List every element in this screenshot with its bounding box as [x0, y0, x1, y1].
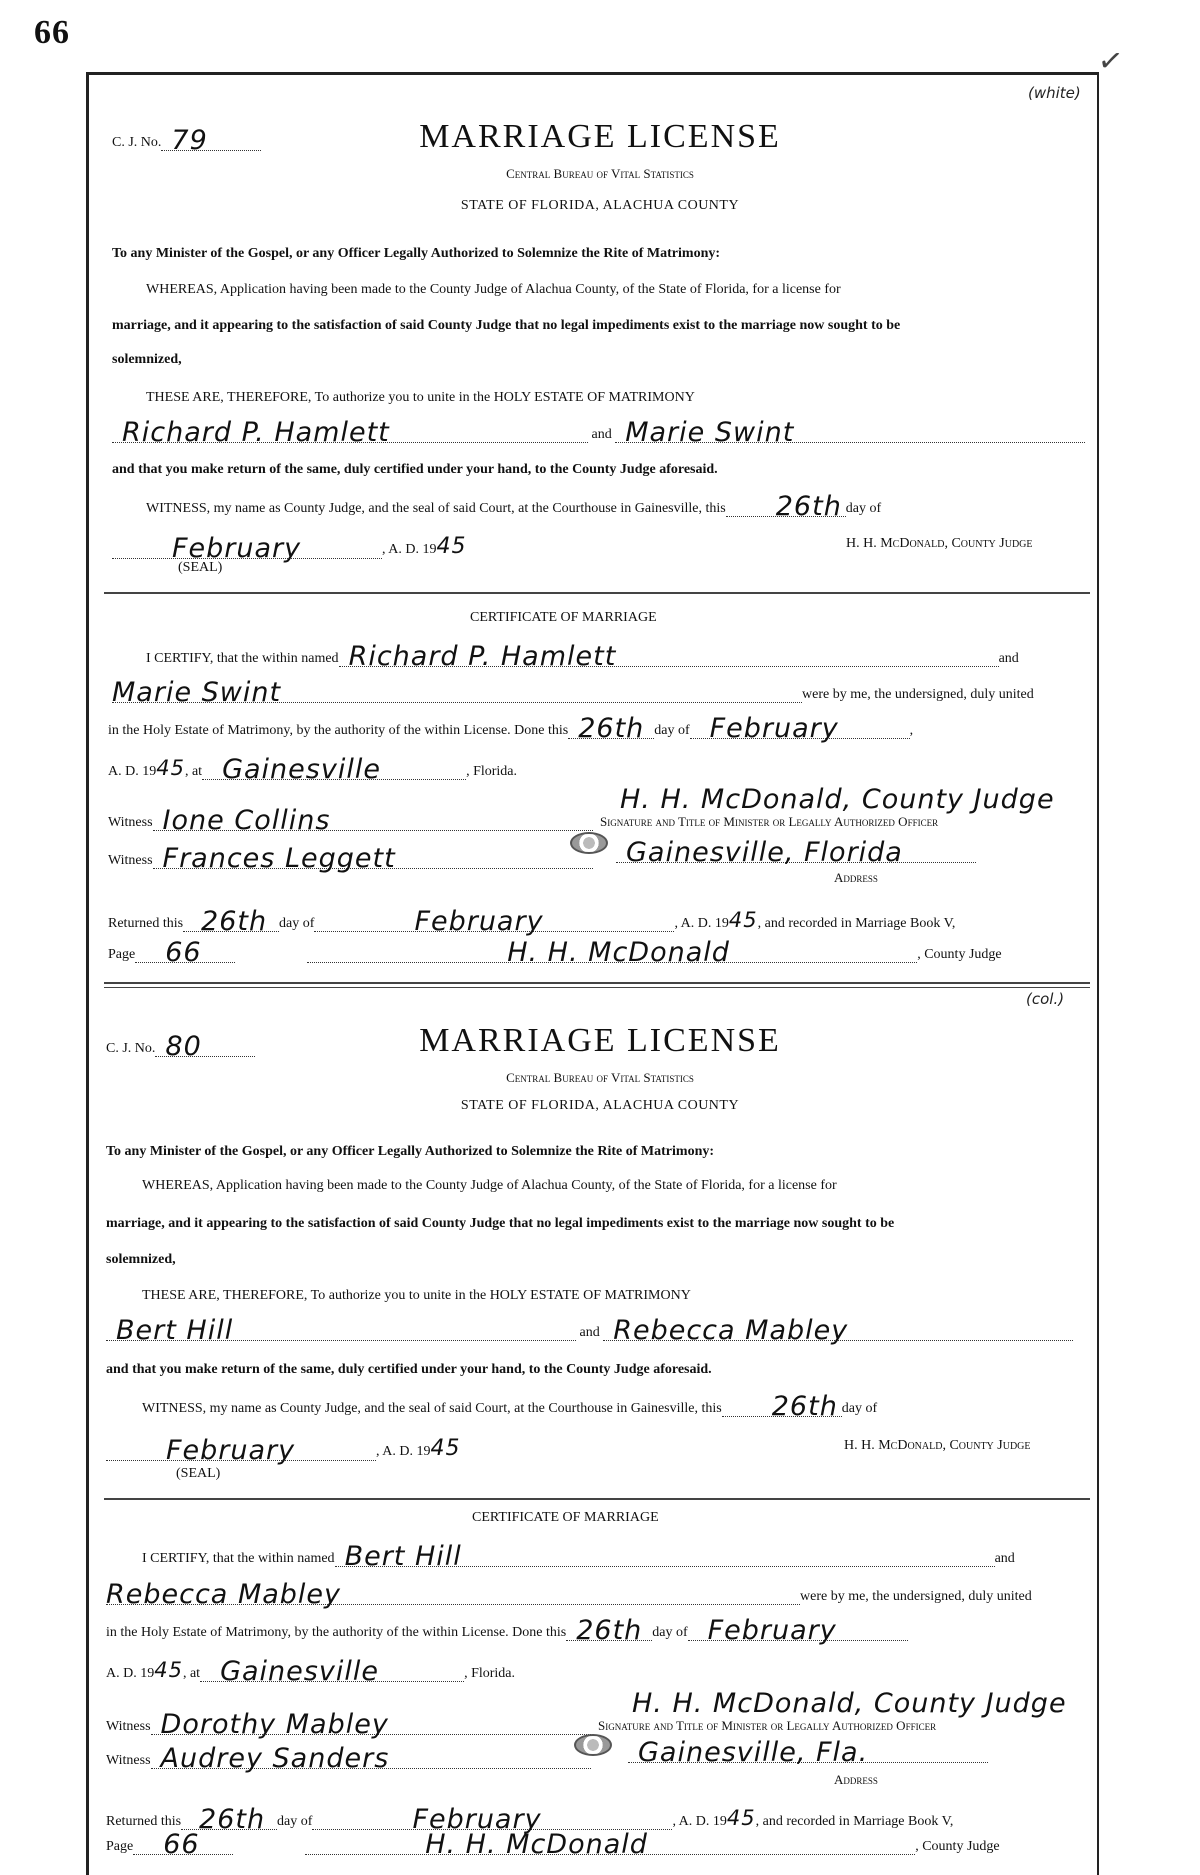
- license-title: MARRIAGE LICENSE: [419, 118, 781, 155]
- certificate-title: CERTIFICATE OF MARRIAGE: [472, 1510, 659, 1525]
- officer-signature: H. H. McDonald, County Judge: [632, 1688, 1067, 1719]
- license-year: 45: [430, 1436, 461, 1461]
- address-caption: Address: [834, 1772, 878, 1787]
- section-divider: [104, 1498, 1090, 1500]
- at-label: , at: [182, 1666, 201, 1681]
- judge-signature: H. H. McDonald: [425, 1829, 648, 1860]
- judge-line: H. H. McDonald, County Judge: [844, 1438, 1031, 1453]
- officer-signature: H. H. McDonald, County Judge: [620, 784, 1055, 815]
- cert-bride: Rebecca Mabley: [106, 1579, 342, 1610]
- race-note: (white): [1028, 84, 1081, 102]
- returned-day-of: day of: [277, 1814, 313, 1829]
- at-label: , at: [184, 764, 203, 779]
- cert-groom: Richard P. Hamlett: [348, 641, 617, 672]
- certify-text: I CERTIFY, that the within named: [142, 1551, 335, 1566]
- cert-and: and: [994, 1551, 1015, 1566]
- witness-judge-line: [146, 491, 882, 522]
- seal-label: (SEAL): [178, 560, 223, 575]
- florida-label: , Florida.: [466, 764, 518, 779]
- done-month: February: [707, 1615, 837, 1646]
- cj-number: 80: [165, 1031, 202, 1062]
- cert-bride: Marie Swint: [112, 677, 282, 708]
- returned-ad: , A. D. 19: [674, 916, 729, 931]
- groom-name: Bert Hill: [116, 1315, 234, 1346]
- cj-number: 79: [171, 125, 208, 156]
- ad-label: A. D. 19: [108, 764, 157, 779]
- couple-line: [112, 417, 1085, 448]
- returned-day: 26th: [201, 906, 268, 937]
- returned-month: February: [414, 906, 544, 937]
- returned-label: Returned this: [108, 916, 184, 931]
- cert-bride-line: [106, 1579, 1032, 1610]
- state-county: STATE OF FLORIDA, ALACHUA COUNTY: [460, 198, 740, 213]
- holy-text: in the Holy Estate of Matrimony, by the authority of the within License. Done this: [108, 723, 569, 738]
- marriage-license-form-1: [0, 0, 1200, 900]
- holy-estate-line: in the Holy Estate of Matrimony, by the authority of the within License. Done this 26th day of February ,: [108, 713, 914, 744]
- witness-2-line: [106, 1743, 591, 1774]
- cert-groom: Bert Hill: [344, 1541, 462, 1572]
- section-divider: [104, 592, 1090, 594]
- bureau-subtitle: Central Bureau of Vital Statistics: [506, 1070, 694, 1085]
- page-label: Page: [106, 1839, 134, 1854]
- cj-label: C. J. No.: [106, 1041, 156, 1056]
- witness-label: Witness: [108, 853, 153, 868]
- judge-signature: H. H. McDonald: [507, 937, 730, 968]
- ad-prefix: , A. D. 19: [382, 542, 437, 557]
- returned-day: 26th: [199, 1804, 266, 1835]
- state-county: STATE OF FLORIDA, ALACHUA COUNTY: [460, 1098, 740, 1113]
- county-judge-label: , County Judge: [917, 947, 1002, 962]
- ad-label: A. D. 19: [106, 1666, 155, 1681]
- license-day: 26th: [771, 1391, 838, 1422]
- united-text: were by me, the undersigned, duly united: [800, 1589, 1032, 1604]
- cert-and: and: [998, 651, 1019, 666]
- officer-signature-line: [620, 784, 1055, 815]
- officer-address-line: [628, 1737, 988, 1768]
- officer-caption: Signature and Title of Minister or Legally Authorized Officer: [600, 814, 939, 829]
- witness-1-line: [106, 1709, 591, 1740]
- marriage-license-form-2: [0, 898, 1200, 1798]
- place: Gainesville: [220, 1656, 379, 1687]
- seal-icon: [574, 1734, 612, 1756]
- whereas-line-1: WHEREAS, Application having been made to the County Judge of Alachua County, of the State of Florida, for a license for: [146, 282, 841, 297]
- these-are-line: THESE ARE, THEREFORE, To authorize you to unite in the HOLY ESTATE OF MATRIMONY: [142, 1288, 691, 1303]
- license-year: 45: [436, 534, 467, 559]
- recorded-text: , and recorded in Marriage Book V,: [755, 1814, 954, 1829]
- holy-estate-line: [106, 1615, 908, 1646]
- cj-label: C. J. No.: [112, 135, 162, 150]
- whereas-line-2: marriage, and it appearing to the satisfaction of said County Judge that no legal impediments exist to the marriage now sought to be: [106, 1216, 895, 1231]
- whereas-line-2: marriage, and it appearing to the satisfaction of said County Judge that no legal impediments exist to the marriage now sought to be: [112, 318, 901, 333]
- seal-icon: [570, 832, 608, 854]
- returned-ad: , A. D. 19: [672, 1814, 727, 1829]
- done-day: 26th: [578, 713, 645, 744]
- judge-line: H. H. McDonald, County Judge: [846, 536, 1033, 551]
- bride-name: Marie Swint: [625, 417, 795, 448]
- witness-label: Witness: [106, 1753, 151, 1768]
- month-year-line: [112, 533, 467, 564]
- officer-address-line: [616, 837, 976, 868]
- officer-signature-line: [632, 1688, 1067, 1719]
- witness-2-line: [108, 843, 593, 874]
- day-of-label: day of: [841, 1401, 878, 1416]
- bride-name: Rebecca Mabley: [613, 1315, 849, 1346]
- whereas-line-3: solemnized,: [106, 1252, 176, 1267]
- page-label: Page: [108, 947, 136, 962]
- county-judge-label: , County Judge: [915, 1839, 1000, 1854]
- groom-name: Richard P. Hamlett: [122, 417, 390, 448]
- day-of-label: day of: [845, 501, 882, 516]
- done-year: 45: [154, 1658, 183, 1682]
- page-no: 66: [163, 1829, 200, 1860]
- done-place-line: [106, 1656, 516, 1687]
- and-word: and: [591, 427, 612, 442]
- certify-text: I CERTIFY, that the within named: [146, 651, 339, 666]
- certify-line: [146, 641, 1019, 672]
- witness-1-line: [108, 805, 593, 836]
- florida-label: , Florida.: [464, 1666, 516, 1681]
- officer-address: Gainesville, Fla.: [638, 1737, 869, 1768]
- returned-year: 45: [726, 1806, 756, 1830]
- holy-text: in the Holy Estate of Matrimony, by the authority of the within License. Done this: [106, 1625, 567, 1640]
- done-day-of: day of: [654, 723, 690, 738]
- couple-line: [106, 1315, 1073, 1346]
- page-judge-line-2: [106, 1829, 1000, 1860]
- page-number: 66: [34, 14, 70, 51]
- these-are-line: THESE ARE, THEREFORE, To authorize you to unite in the HOLY ESTATE OF MATRIMONY: [146, 390, 695, 405]
- returned-label: Returned this: [106, 1814, 182, 1829]
- officer-address: Gainesville, Florida: [626, 837, 903, 868]
- witness-2: Audrey Sanders: [160, 1743, 390, 1774]
- recorded-text: , and recorded in Marriage Book V,: [757, 916, 956, 931]
- returned-day-of: day of: [279, 916, 315, 931]
- place: Gainesville: [222, 754, 381, 785]
- cert-bride-line: [112, 677, 1034, 708]
- witness-judge-line: [142, 1391, 878, 1422]
- bureau-subtitle: Central Bureau of Vital Statistics: [506, 166, 694, 181]
- done-place-line: [108, 754, 518, 785]
- check-mark-icon: ✓: [1095, 43, 1126, 80]
- witness-1: Dorothy Mabley: [160, 1709, 389, 1740]
- return-line: and that you make return of the same, duly certified under your hand, to the County Judge aforesaid.: [106, 1362, 712, 1377]
- page-no: 66: [165, 937, 202, 968]
- done-year: 45: [156, 756, 185, 780]
- seal-label: (SEAL): [176, 1466, 221, 1481]
- witness-label: Witness: [106, 1719, 151, 1734]
- witness-text: WITNESS, my name as County Judge, and the seal of said Court, at the Courthouse in Gainesville, this: [146, 501, 726, 516]
- united-text: were by me, the undersigned, duly united: [802, 687, 1034, 702]
- return-line: and that you make return of the same, duly certified under your hand, to the County Judge aforesaid.: [112, 462, 718, 477]
- race-note: (col.): [1026, 990, 1065, 1008]
- and-word: and: [579, 1325, 600, 1340]
- witness-1: Ione Collins: [162, 805, 331, 836]
- done-day: 26th: [576, 1615, 643, 1646]
- done-month: February: [709, 713, 839, 744]
- returned-month: February: [412, 1804, 542, 1835]
- license-month: February: [166, 1435, 296, 1466]
- address-line: To any Minister of the Gospel, or any Officer Legally Authorized to Solemnize the Rite of Matrimony:: [106, 1144, 715, 1159]
- certify-line: [142, 1541, 1015, 1572]
- witness-label: Witness: [108, 815, 153, 830]
- done-day-of: day of: [652, 1625, 688, 1640]
- certificate-title: CERTIFICATE OF MARRIAGE: [470, 610, 657, 625]
- license-month: February: [172, 533, 302, 564]
- witness-2: Frances Leggett: [162, 843, 396, 874]
- witness-text: WITNESS, my name as County Judge, and the seal of said Court, at the Courthouse in Gainesville, this: [142, 1401, 722, 1416]
- address-line: To any Minister of the Gospel, or any Officer Legally Authorized to Solemnize the Rite of Matrimony:: [112, 246, 721, 261]
- whereas-line-1: WHEREAS, Application having been made to the County Judge of Alachua County, of the State of Florida, for a license for: [142, 1178, 837, 1193]
- month-year-line: [106, 1435, 461, 1466]
- returned-year: 45: [728, 908, 758, 932]
- license-title: MARRIAGE LICENSE: [419, 1022, 781, 1059]
- license-day: 26th: [775, 491, 842, 522]
- whereas-line-3: solemnized,: [112, 352, 182, 367]
- officer-caption: Signature and Title of Minister or Legally Authorized Officer: [598, 1718, 937, 1733]
- returned-line-2: [106, 1804, 954, 1835]
- ad-prefix: , A. D. 19: [376, 1444, 431, 1459]
- address-caption: Address: [834, 870, 878, 885]
